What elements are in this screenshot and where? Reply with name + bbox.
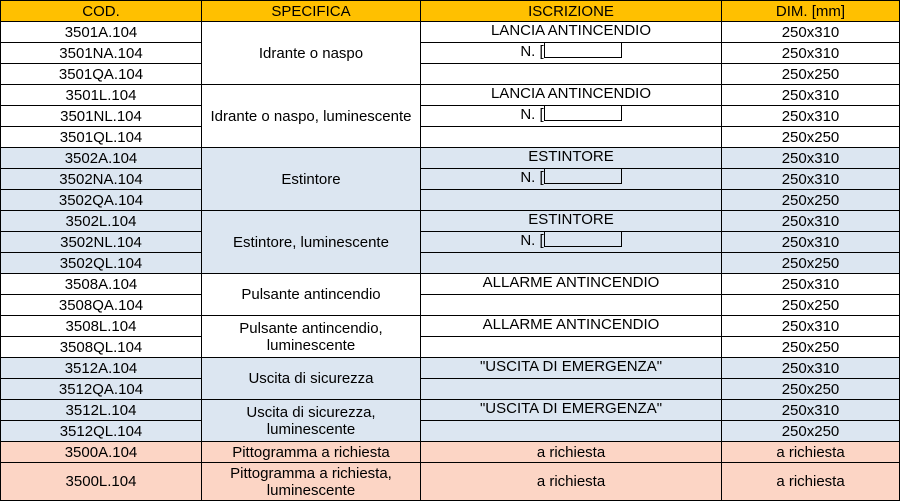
- cell-iscrizione: a richiesta: [421, 442, 722, 463]
- table-row: [1, 85, 900, 106]
- blank-field-bracket: [544, 43, 622, 58]
- cell-cod: 3502QA.104: [1, 190, 202, 211]
- table-row: [1, 358, 900, 379]
- iscrizione-prefix: N. [: [520, 232, 544, 249]
- cell-cod: 3501NL.104: [1, 106, 202, 127]
- cell-iscrizione: [421, 337, 722, 358]
- cell-dim: 250x310: [722, 169, 900, 190]
- cell-dim: 250x310: [722, 211, 900, 232]
- cell-cod: 3508QA.104: [1, 295, 202, 316]
- cell-iscrizione: [421, 64, 722, 85]
- table-row: [1, 337, 900, 358]
- cell-iscrizione: ESTINTORE: [421, 148, 722, 169]
- cell-dim: 250x250: [722, 64, 900, 85]
- cell-cod: 3502A.104: [1, 148, 202, 169]
- table-row: [1, 211, 900, 232]
- cell-cod: 3512A.104: [1, 358, 202, 379]
- cell-dim: a richiesta: [722, 463, 900, 501]
- cell-dim: 250x250: [722, 421, 900, 442]
- header-iscrizione: ISCRIZIONE: [421, 1, 722, 22]
- table-row: [1, 274, 900, 295]
- cell-iscrizione: "USCITA DI EMERGENZA": [421, 400, 722, 421]
- cell-cod: 3501QA.104: [1, 64, 202, 85]
- table-row: [1, 295, 900, 316]
- iscrizione-prefix: N. [: [520, 106, 544, 123]
- cell-iscrizione: "USCITA DI EMERGENZA": [421, 358, 722, 379]
- cell-specifica: Idrante o naspo, luminescente: [202, 85, 421, 148]
- header-cod: COD.: [1, 1, 202, 22]
- cell-dim: a richiesta: [722, 442, 900, 463]
- cell-specifica: Pulsante antincendio, luminescente: [202, 316, 421, 358]
- cell-cod: 3512L.104: [1, 400, 202, 421]
- table-row: [1, 232, 900, 253]
- cell-cod: 3502L.104: [1, 211, 202, 232]
- iscrizione-prefix: N. [: [520, 169, 544, 186]
- cell-cod: 3508A.104: [1, 274, 202, 295]
- cell-cod: 3500A.104: [1, 442, 202, 463]
- cell-dim: 250x250: [722, 127, 900, 148]
- cell-dim: 250x310: [722, 43, 900, 64]
- cell-iscrizione: [421, 379, 722, 400]
- header-specifica: SPECIFICA: [202, 1, 421, 22]
- cell-specifica: Idrante o naspo: [202, 22, 421, 85]
- cell-cod: 3501A.104: [1, 22, 202, 43]
- header-dim: DIM. [mm]: [722, 1, 900, 22]
- cell-iscrizione: [421, 169, 722, 190]
- cell-cod: 3512QA.104: [1, 379, 202, 400]
- cell-specifica: Uscita di sicurezza: [202, 358, 421, 400]
- table-row: [1, 127, 900, 148]
- cell-dim: 250x310: [722, 358, 900, 379]
- cell-dim: 250x250: [722, 295, 900, 316]
- cell-dim: 250x250: [722, 337, 900, 358]
- table-row: [1, 169, 900, 190]
- cell-iscrizione: [421, 106, 722, 127]
- cell-dim: 250x310: [722, 148, 900, 169]
- header-row: [1, 1, 900, 22]
- cell-dim: 250x250: [722, 190, 900, 211]
- cell-cod: 3502NL.104: [1, 232, 202, 253]
- cell-dim: 250x250: [722, 253, 900, 274]
- table-row: [1, 400, 900, 421]
- cell-specifica: Pulsante antincendio: [202, 274, 421, 316]
- cell-iscrizione: LANCIA ANTINCENDIO: [421, 22, 722, 43]
- table-row: [1, 379, 900, 400]
- blank-field-bracket: [544, 106, 622, 121]
- cell-iscrizione: [421, 127, 722, 148]
- iscrizione-prefix: N. [: [520, 43, 544, 60]
- cell-cod: 3501L.104: [1, 85, 202, 106]
- table-row: [1, 64, 900, 85]
- cell-iscrizione: [421, 232, 722, 253]
- cell-iscrizione: [421, 190, 722, 211]
- table-row: [1, 106, 900, 127]
- cell-dim: 250x310: [722, 22, 900, 43]
- cell-specifica: Pittogramma a richiesta, luminescente: [202, 463, 421, 501]
- cell-iscrizione: ALLARME ANTINCENDIO: [421, 316, 722, 337]
- cell-iscrizione: a richiesta: [421, 463, 722, 501]
- table-row: [1, 253, 900, 274]
- cell-cod: 3508QL.104: [1, 337, 202, 358]
- table-row: [1, 463, 900, 501]
- cell-iscrizione: ESTINTORE: [421, 211, 722, 232]
- cell-specifica: Uscita di sicurezza, luminescente: [202, 400, 421, 442]
- cell-specifica: Estintore, luminescente: [202, 211, 421, 274]
- cell-specifica: Estintore: [202, 148, 421, 211]
- cell-cod: 3512QL.104: [1, 421, 202, 442]
- cell-dim: 250x310: [722, 316, 900, 337]
- table-row: [1, 316, 900, 337]
- table-row: [1, 442, 900, 463]
- cell-iscrizione: [421, 253, 722, 274]
- cell-iscrizione: LANCIA ANTINCENDIO: [421, 85, 722, 106]
- cell-cod: 3500L.104: [1, 463, 202, 501]
- cell-specifica: Pittogramma a richiesta: [202, 442, 421, 463]
- cell-iscrizione: [421, 421, 722, 442]
- cell-cod: 3501QL.104: [1, 127, 202, 148]
- cell-iscrizione: ALLARME ANTINCENDIO: [421, 274, 722, 295]
- cell-dim: 250x310: [722, 85, 900, 106]
- table-row: [1, 148, 900, 169]
- cell-dim: 250x310: [722, 106, 900, 127]
- cell-dim: 250x250: [722, 379, 900, 400]
- table-row: [1, 22, 900, 43]
- cell-dim: 250x310: [722, 400, 900, 421]
- cell-cod: 3508L.104: [1, 316, 202, 337]
- blank-field-bracket: [544, 169, 622, 184]
- cell-cod: 3502QL.104: [1, 253, 202, 274]
- table-row: [1, 43, 900, 64]
- cell-cod: 3501NA.104: [1, 43, 202, 64]
- table-row: [1, 190, 900, 211]
- blank-field-bracket: [544, 232, 622, 247]
- cell-dim: 250x310: [722, 232, 900, 253]
- cell-iscrizione: [421, 43, 722, 64]
- table-row: [1, 421, 900, 442]
- cell-dim: 250x310: [722, 274, 900, 295]
- cell-iscrizione: [421, 295, 722, 316]
- cell-cod: 3502NA.104: [1, 169, 202, 190]
